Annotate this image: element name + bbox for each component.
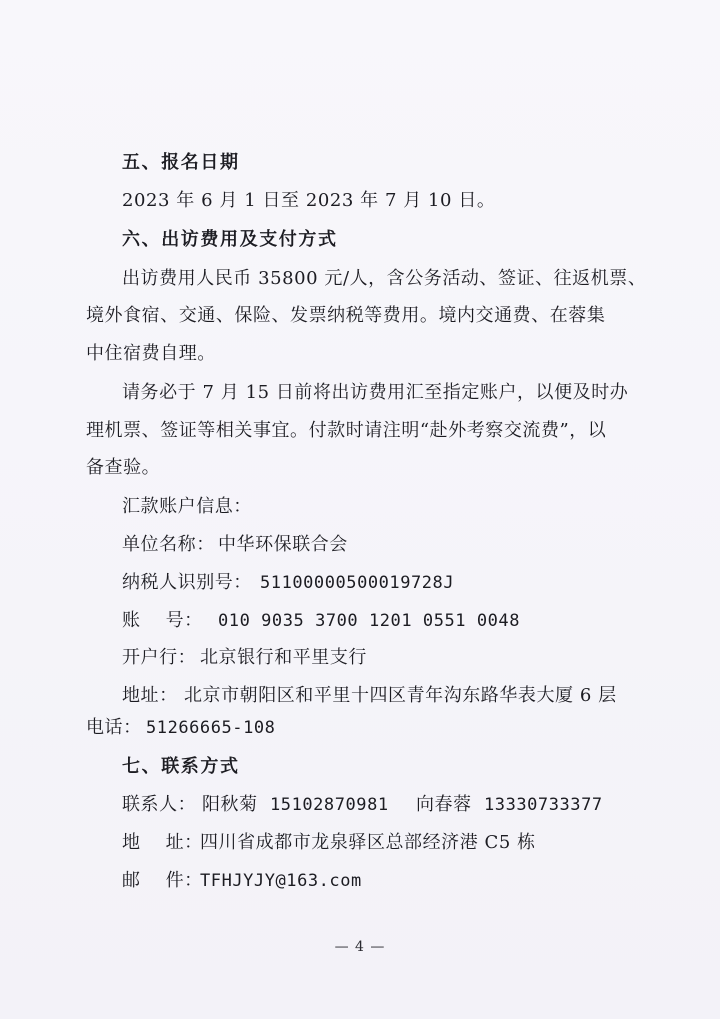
contact-phone: 15102870981	[270, 795, 389, 815]
account-phone-row	[0, 713, 720, 743]
payment-paragraph-line	[0, 416, 720, 446]
fees-paragraph-line	[0, 264, 720, 294]
email-link: TFHJYJY@163.com	[200, 871, 362, 891]
page-number: — 4 —	[334, 939, 386, 955]
field-label: 地址：	[122, 685, 178, 706]
field-label: 联系人：	[122, 794, 197, 815]
field-value: 中华环保联合会	[218, 534, 348, 555]
paragraph-text: 理机票、签证等相关事宜。付款时请注明“赴外考察交流费”，以	[86, 420, 607, 441]
field-value: 010 9035 3700 1201 0551 0048	[218, 611, 520, 631]
contact-name: 向春蓉	[416, 794, 472, 815]
account-taxpayer-row	[0, 568, 720, 598]
paragraph-text: 出访费用人民币 35800 元/人，含公务活动、签证、往返机票、	[122, 268, 647, 289]
field-label: 单位名称：	[122, 534, 215, 555]
heading-text: 五、报名日期	[122, 152, 240, 173]
registration-date-text	[0, 186, 720, 216]
paragraph-text: 备查验。	[86, 457, 161, 478]
account-unit-row	[0, 530, 720, 560]
date-range: 2023 年 6 月 1 日至 2023 年 7 月 10 日。	[122, 190, 496, 211]
field-value: 北京市朝阳区和平里十四区青年沟东路华表大厦 6 层	[184, 685, 617, 706]
contact-email-row	[0, 866, 720, 896]
heading-text: 七、联系方式	[122, 756, 240, 777]
field-value: 51266665-108	[146, 718, 276, 738]
field-label: 地 址：	[122, 832, 203, 853]
field-label: 开户行：	[122, 647, 197, 668]
section-heading-registration-date	[0, 148, 720, 178]
account-bank-row	[0, 643, 720, 673]
field-label: 邮 件：	[122, 870, 203, 891]
contact-name: 阳秋菊	[202, 794, 258, 815]
payment-paragraph-line	[0, 378, 720, 408]
field-value: 北京银行和平里支行	[200, 647, 367, 668]
field-label: 纳税人识别号：	[122, 572, 252, 593]
paragraph-text: 中住宿费自理。	[86, 343, 216, 364]
account-number-row	[0, 606, 720, 636]
paragraph-text: 境外食宿、交通、保险、发票纳税等费用。境内交通费、在蓉集	[86, 305, 606, 326]
account-info-title	[0, 492, 720, 522]
payment-paragraph-line	[0, 453, 720, 483]
field-label: 电话：	[86, 717, 142, 738]
contact-address-row	[0, 828, 720, 858]
account-address-row	[0, 681, 720, 711]
heading-text: 六、出访费用及支付方式	[122, 229, 338, 250]
fees-paragraph-line	[0, 301, 720, 331]
field-value: 51100000500019728J	[260, 573, 455, 593]
paragraph-text: 请务必于 7 月 15 日前将出访费用汇至指定账户，以便及时办	[122, 382, 629, 403]
account-title-text: 汇款账户信息：	[122, 496, 252, 517]
section-heading-contact	[0, 752, 720, 782]
contact-phone: 13330733377	[484, 795, 603, 815]
field-label: 账 号：	[122, 610, 203, 631]
fees-paragraph-line	[0, 339, 720, 369]
section-heading-fees	[0, 225, 720, 255]
field-value: 四川省成都市龙泉驿区总部经济港 C5 栋	[200, 832, 536, 853]
contact-person-row	[0, 790, 720, 820]
